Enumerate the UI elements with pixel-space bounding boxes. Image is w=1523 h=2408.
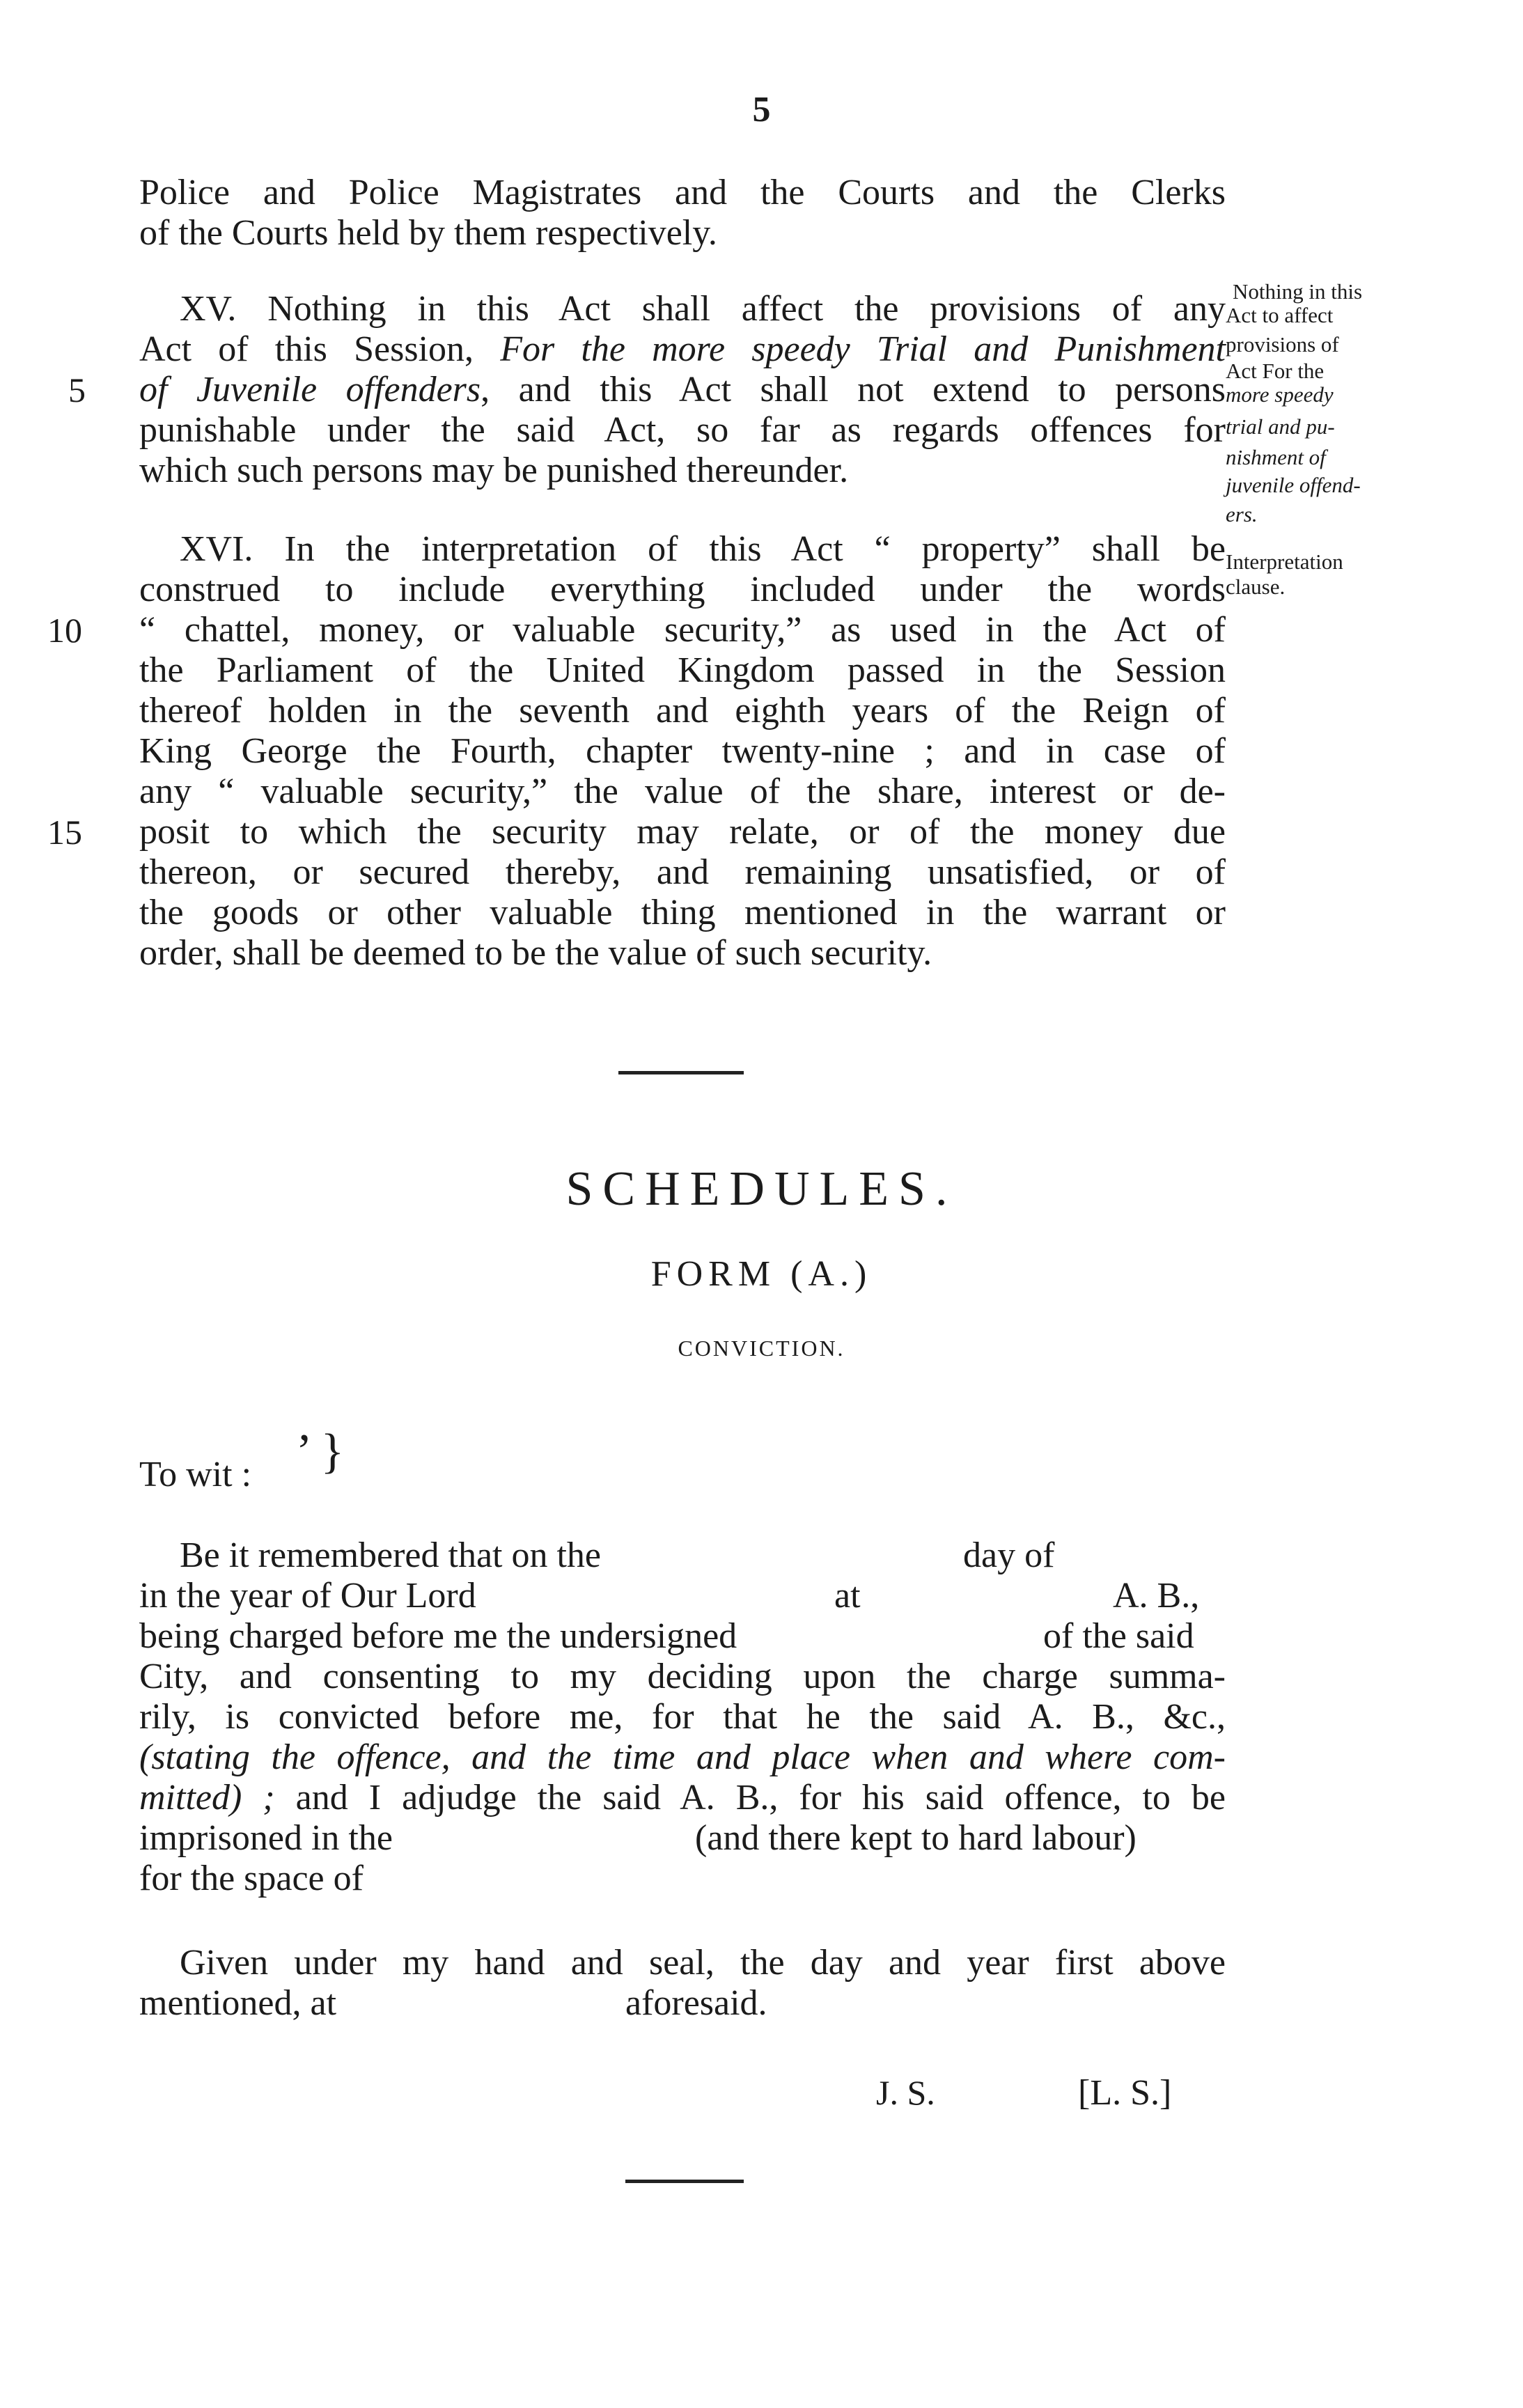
section-xvi-line-7: any “ valuable security,” the value of the share, interest or de- [139,772,1226,811]
form-line-2: in the year of Our Lord [139,1576,476,1616]
form-heading: FORM (A.) [650,1254,873,1294]
carry-line-2: of the Courts held by them respectively. [139,213,717,253]
section-xvi-line-5: thereof holden in the seventh and eighth years of the Reign of [139,691,1226,730]
act-title-italic: For the more speedy Trial and Punishment [500,329,1226,369]
form-line-7: mitted) ; and I adjudge the said A. B., for his said offence, to be [139,1778,1226,1817]
seal: [L. S.] [1078,2073,1172,2113]
page-number: 5 [752,90,771,130]
form-line-2-ab: A. B., [1113,1576,1200,1616]
form-line-6: (stating the offence, and the time and place when and where com- [139,1737,1226,1777]
given-line-2-aforesaid: aforesaid. [625,1983,767,2023]
schedules-heading: SCHEDULES. [565,1162,958,1216]
section-xv-line-3: of Juvenile offenders, and this Act shall not extend to persons [139,370,1226,409]
form-line-1: Be it remembered that on the [180,1535,602,1575]
section-xv-line-5: which such persons may be punished thereunder. [139,451,849,490]
section-xvi-line-2: construed to include everything included under the words [139,570,1226,609]
section-xvi-line-3: “ chattel, money, or valuable security,” as used in the Act of [139,610,1226,650]
form-line-3: being charged before me the undersigned [139,1616,737,1656]
section-xv-number: XV. [180,289,237,329]
line-number-5: 5 [68,370,86,409]
section-xv-line-2: Act of this Session, For the more speedy Trial and Punishment [139,329,1226,369]
divider-rule [618,1071,744,1074]
form-line-9: for the space of [139,1859,364,1898]
form-line-8-labour: (and there kept to hard labour) [695,1818,1137,1858]
bottom-divider-rule [625,2180,744,2183]
form-line-2-at: at [834,1576,861,1616]
section-xvi-number: XVI. [180,529,253,569]
section-xvi-line-9: thereon, or secured thereby, and remaining unsatisfied, or of [139,852,1226,892]
section-xvi-line-4: the Parliament of the United Kingdom passed in the Session [139,650,1226,690]
form-line-8: imprisoned in the [139,1818,393,1858]
form-line-3-said: of the said [1043,1616,1194,1656]
section-xvi-line-1: XVI. In the interpretation of this Act “ property” shall be [180,529,1226,569]
section-xv-line-4: punishable under the said Act, so far as regards offences for [139,410,1226,450]
given-line-2: mentioned, at [139,1983,337,2023]
section-xvi-line-11: order, shall be deemed to be the value of such security. [139,933,932,973]
form-line-4: City, and consenting to my deciding upon the charge summa- [139,1657,1226,1696]
line-number-15: 15 [47,813,82,852]
section-xvi-line-10: the goods or other valuable thing mentioned in the warrant or [139,893,1226,932]
given-line-1: Given under my hand and seal, the day and year first above [180,1943,1226,1983]
signature: J. S. [876,2073,935,2112]
section-xvi-line-8: posit to which the security may relate, or of the money due [139,812,1226,852]
to-wit-label: To wit : [139,1455,252,1494]
section-xv-line-1: XV. Nothing in this Act shall affect the provisions of any [180,289,1226,329]
to-wit-brace: ’ } [296,1425,345,1478]
carry-line-1: Police and Police Magistrates and the Courts and the Clerks [139,173,1226,212]
section-xvi-line-6: King George the Fourth, chapter twenty-nine ; and in case of [139,731,1226,771]
form-line-1-day-of: day of [963,1535,1055,1575]
conviction-subheading: CONVICTION. [678,1336,845,1361]
form-line-5: rily, is convicted before me, for that he the said A. B., &c., [139,1697,1226,1737]
line-number-10: 10 [47,611,82,650]
